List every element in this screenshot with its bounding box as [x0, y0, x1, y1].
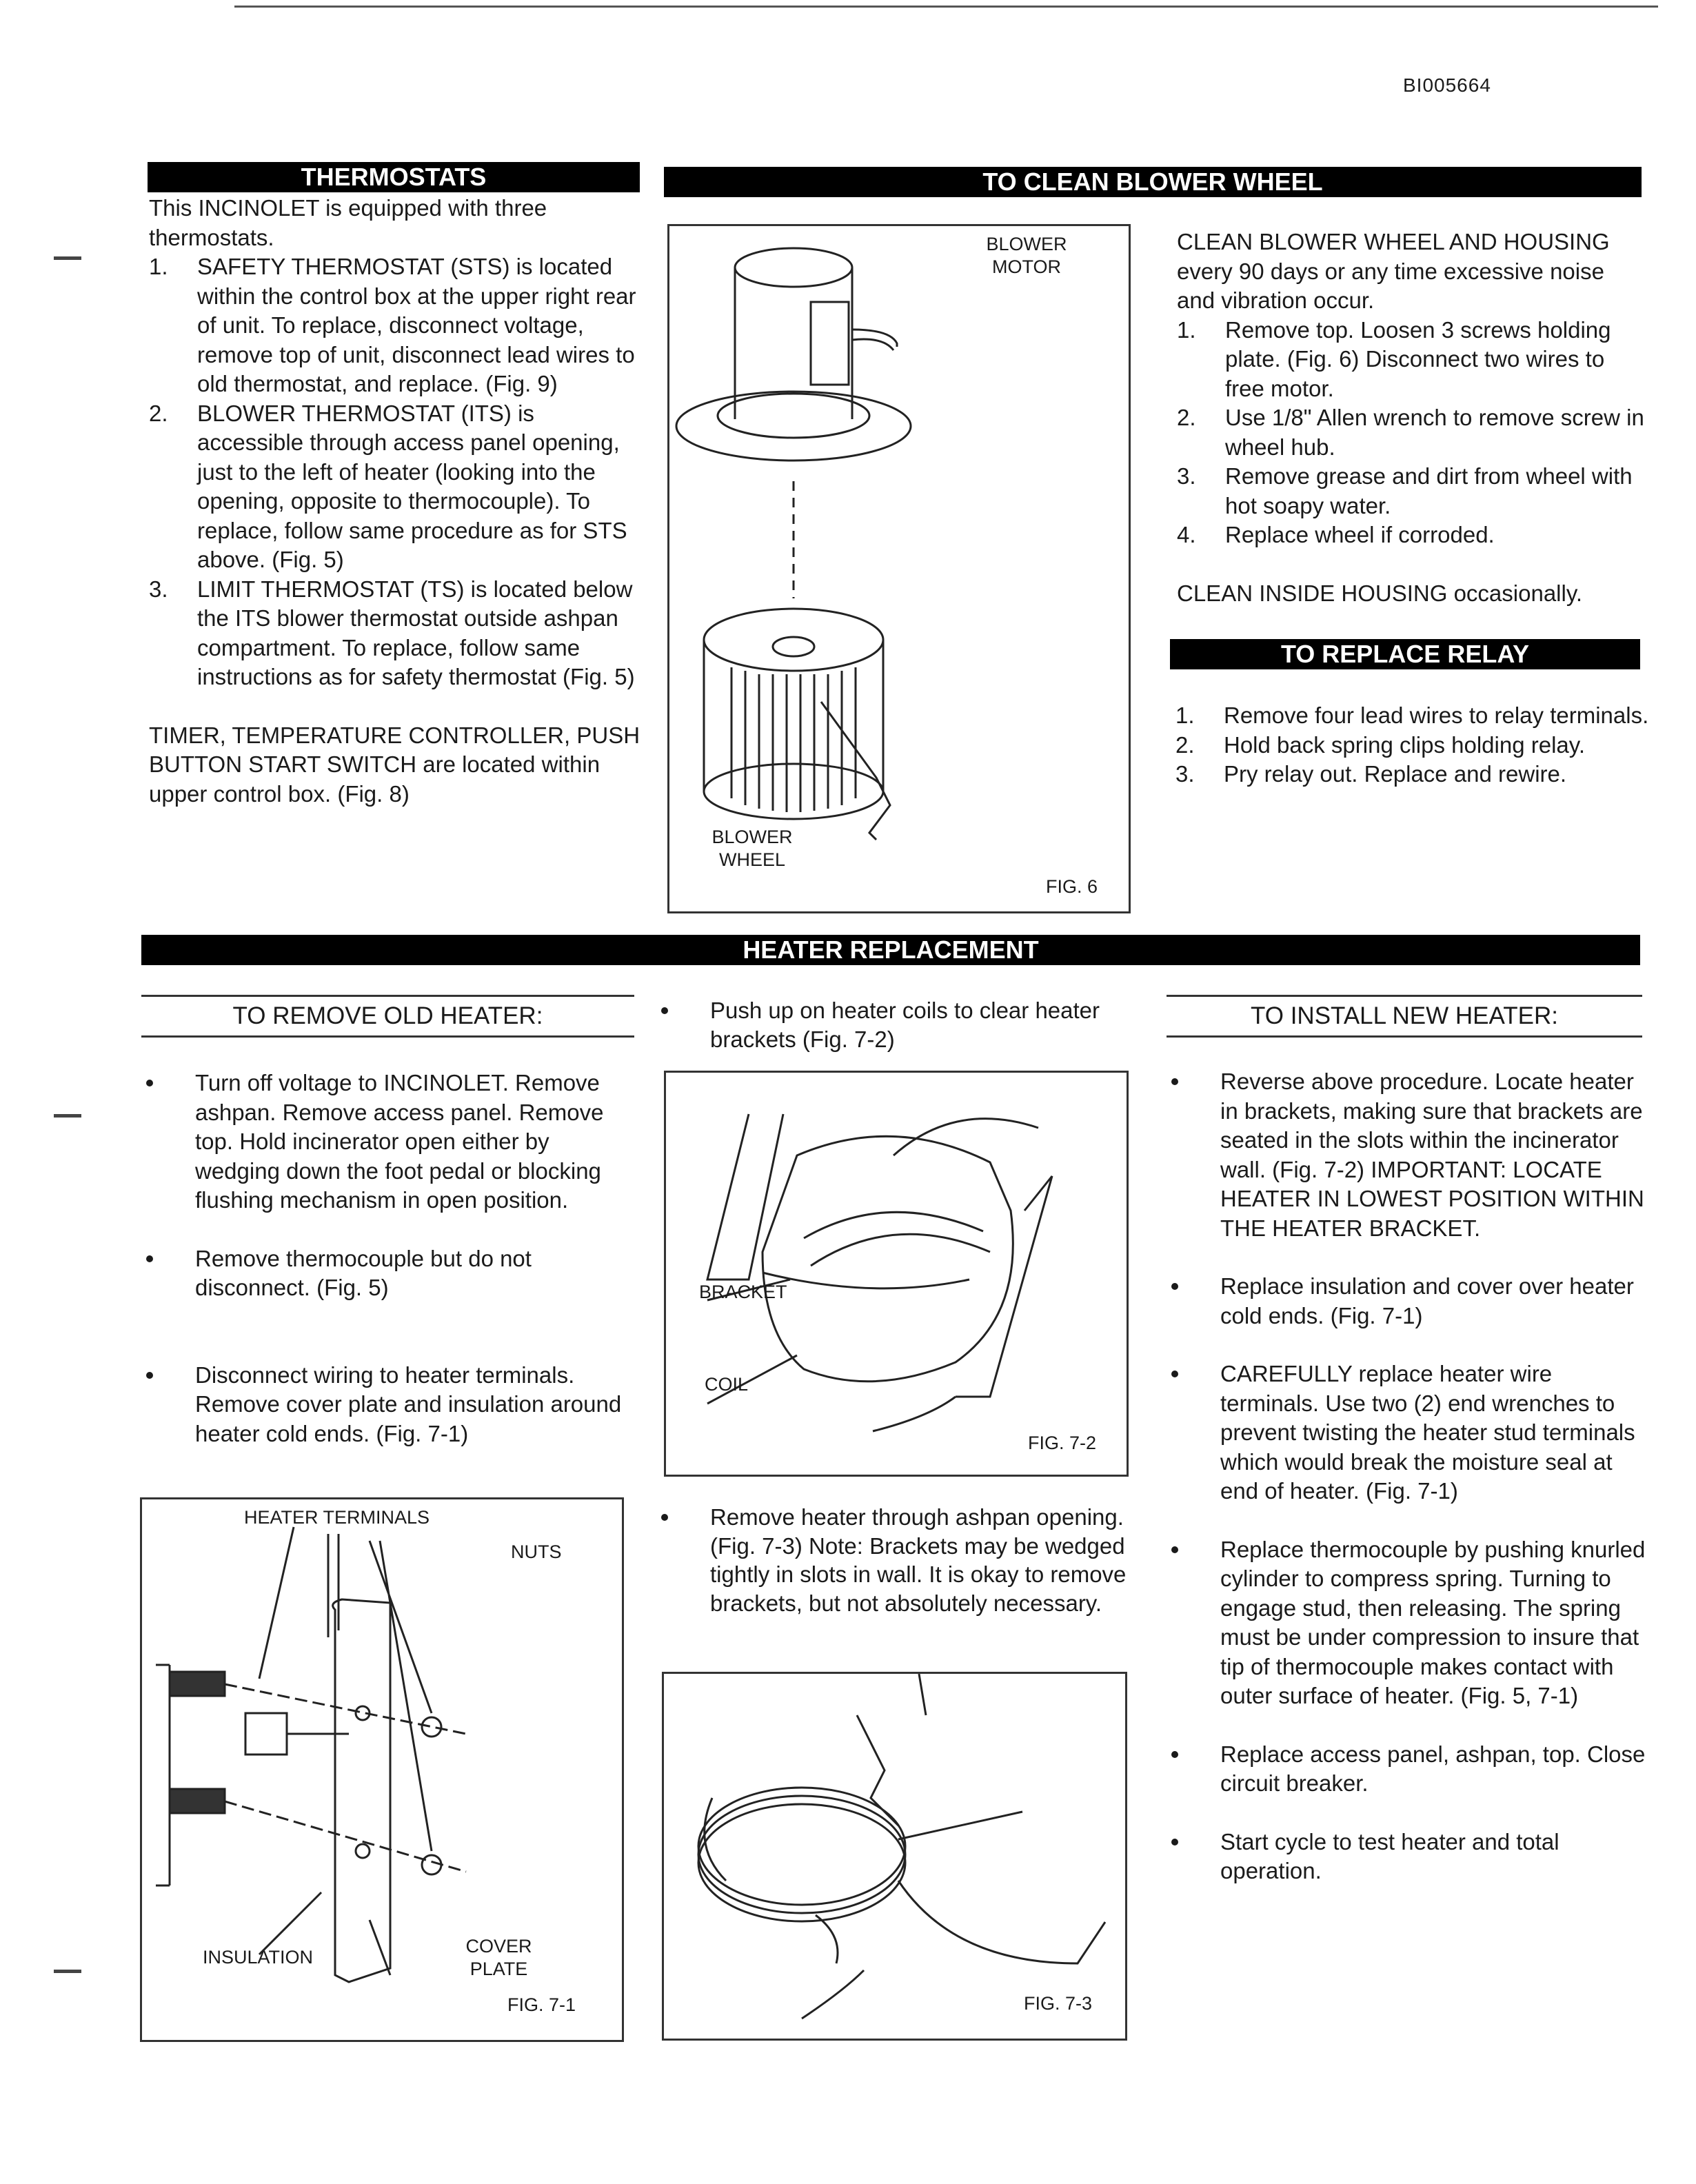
figure-caption: FIG. 7-3 — [1024, 1993, 1093, 2014]
blower-list — [1177, 316, 1646, 550]
label-blower-motor: BLOWER MOTOR — [986, 234, 1067, 277]
binder-mark — [54, 1114, 81, 1118]
list-item: Replace insulation and cover over heater cold ends. (Fig. 7-1) — [1169, 1272, 1651, 1331]
list-item: CAREFULLY replace heater wire terminals. Use two (2) end wrenches to prevent twisting the heater stud terminals which would break the moisture seal at end of heater. (Fig. 7-1) — [1169, 1359, 1651, 1506]
install-heater-list — [1169, 1067, 1651, 1886]
install-heater-section — [1169, 1067, 1651, 1886]
thermostats-heading: THERMOSTATS — [148, 162, 640, 192]
figure-caption: FIG. 7-2 — [1028, 1433, 1097, 1453]
figure-7-2-bracket — [664, 1071, 1129, 1477]
list-item: Remove thermocouple but do not disconnect. (Fig. 5) — [143, 1244, 634, 1303]
list-item: 1. SAFETY THERMOSTAT (STS) is located within the control box at the upper right rear of unit. To replace, disconnect voltage, remove top of unit, disconnect lead wires to old thermostat, and replace. (Fig. 9) — [149, 254, 636, 396]
figure-7-1-terminals — [140, 1497, 624, 2042]
remove-heater-subheading: TO REMOVE OLD HEATER: — [141, 995, 634, 1038]
relay-heading: TO REPLACE RELAY — [1170, 639, 1640, 669]
relay-section — [1175, 701, 1651, 789]
list-item: 2. Hold back spring clips holding relay. — [1175, 731, 1585, 758]
list-item: 2. Use 1/8" Allen wrench to remove screw in wheel hub. — [1177, 405, 1644, 460]
list-item: 1. Remove top. Loosen 3 screws holding plate. (Fig. 6) Disconnect two wires to free motor. — [1177, 316, 1611, 401]
label-blower-wheel: BLOWER WHEEL — [711, 827, 793, 870]
blower-heading: TO CLEAN BLOWER WHEEL — [664, 167, 1642, 197]
figure-6-blower — [667, 224, 1131, 913]
thermostats-intro: This INCINOLET is equipped with three thermostats. — [149, 195, 547, 250]
label-heater-terminals: HEATER TERMINALS — [244, 1507, 430, 1528]
list-item: Start cycle to test heater and total operation. — [1169, 1828, 1651, 1886]
list-item: 4. Replace wheel if corroded. — [1177, 522, 1495, 547]
label-coil: COIL — [705, 1374, 749, 1395]
remove-heater-list — [143, 1069, 634, 1448]
list-item: 3. LIMIT THERMOSTAT (TS) is located below the ITS blower thermostat outside ashpan compartment. To replace, follow same instructions as for safety thermostat (Fig. 5) — [149, 576, 635, 689]
label-bracket: BRACKET — [699, 1282, 787, 1302]
remove-heater-section — [143, 1069, 634, 1448]
binder-mark — [54, 256, 81, 260]
list-item: Remove heater through ashpan opening. (Fig. 7-3) Note: Brackets may be wedged tightly in slots in wall. It is okay to remove brackets, but not absolutely necessary. — [658, 1503, 1144, 1617]
list-item: 2. BLOWER THERMOSTAT (ITS) is accessible through access panel opening, just to the left of heater (looking into the opening, opposite to thermocouple). To replace, follow same procedure as for STS above. (Fig. 5) — [149, 400, 627, 572]
thermostats-footer: TIMER, TEMPERATURE CONTROLLER, PUSH BUTTON START SWITCH are located within upper control box. (Fig. 8) — [149, 722, 640, 807]
middle-list-bottom — [658, 1503, 1144, 1617]
thermostats-section — [149, 194, 645, 809]
middle-list-top — [658, 996, 1144, 1054]
figure-caption: FIG. 7-1 — [507, 1994, 576, 2015]
blower-footer: CLEAN INSIDE HOUSING occasionally. — [1177, 580, 1583, 606]
document-id: BI005664 — [1403, 74, 1491, 96]
removal-illustration — [664, 1674, 1125, 2039]
list-item: Push up on heater coils to clear heater brackets (Fig. 7-2) — [658, 996, 1144, 1054]
list-item: 3. Remove grease and dirt from wheel with hot soapy water. — [1177, 463, 1633, 518]
list-item: 1. Remove four lead wires to relay terminals. — [1175, 702, 1649, 728]
figure-7-3-removal — [662, 1672, 1127, 2041]
binder-mark — [54, 1970, 81, 1973]
blower-illustration — [669, 226, 1129, 911]
label-insulation: INSULATION — [203, 1947, 314, 1968]
list-item: Reverse above procedure. Locate heater in brackets, making sure that brackets are seated in the slots within the incinerator wall. (Fig. 7-2) IMPORTANT: LOCATE HEATER IN LOWEST POSITION WITHIN THE HEATER BRACKET. — [1169, 1067, 1651, 1243]
top-rule — [234, 6, 1658, 8]
blower-section — [1177, 228, 1646, 608]
list-item: Replace thermocouple by pushing knurled cylinder to compress spring. Turning to engage stud, then releasing. The spring must be under compression to insure that tip of thermocouple makes contact with outer surface of heater. (Fig. 5, 7-1) — [1169, 1535, 1651, 1711]
label-nuts: NUTS — [511, 1541, 562, 1562]
relay-list — [1175, 701, 1651, 789]
list-item: 3. Pry relay out. Replace and rewire. — [1175, 761, 1567, 787]
install-heater-subheading: TO INSTALL NEW HEATER: — [1167, 995, 1642, 1038]
label-cover-plate: COVER PLATE — [465, 1936, 532, 1979]
blower-intro: CLEAN BLOWER WHEEL AND HOUSING every 90 days or any time excessive noise and vibration occur. — [1177, 229, 1610, 313]
figure-caption: FIG. 6 — [1046, 876, 1098, 897]
heater-heading: HEATER REPLACEMENT — [141, 935, 1640, 965]
thermostats-list — [149, 252, 645, 692]
list-item: Turn off voltage to INCINOLET. Remove ashpan. Remove access panel. Remove top. Hold incinerator open either by wedging down the foot pedal or blocking flushing mechanism in open position. — [143, 1069, 634, 1215]
list-item: Replace access panel, ashpan, top. Close circuit breaker. — [1169, 1740, 1651, 1799]
bracket-illustration — [666, 1073, 1127, 1475]
list-item: Disconnect wiring to heater terminals. Remove cover plate and insulation around heater cold ends. (Fig. 7-1) — [143, 1361, 634, 1449]
